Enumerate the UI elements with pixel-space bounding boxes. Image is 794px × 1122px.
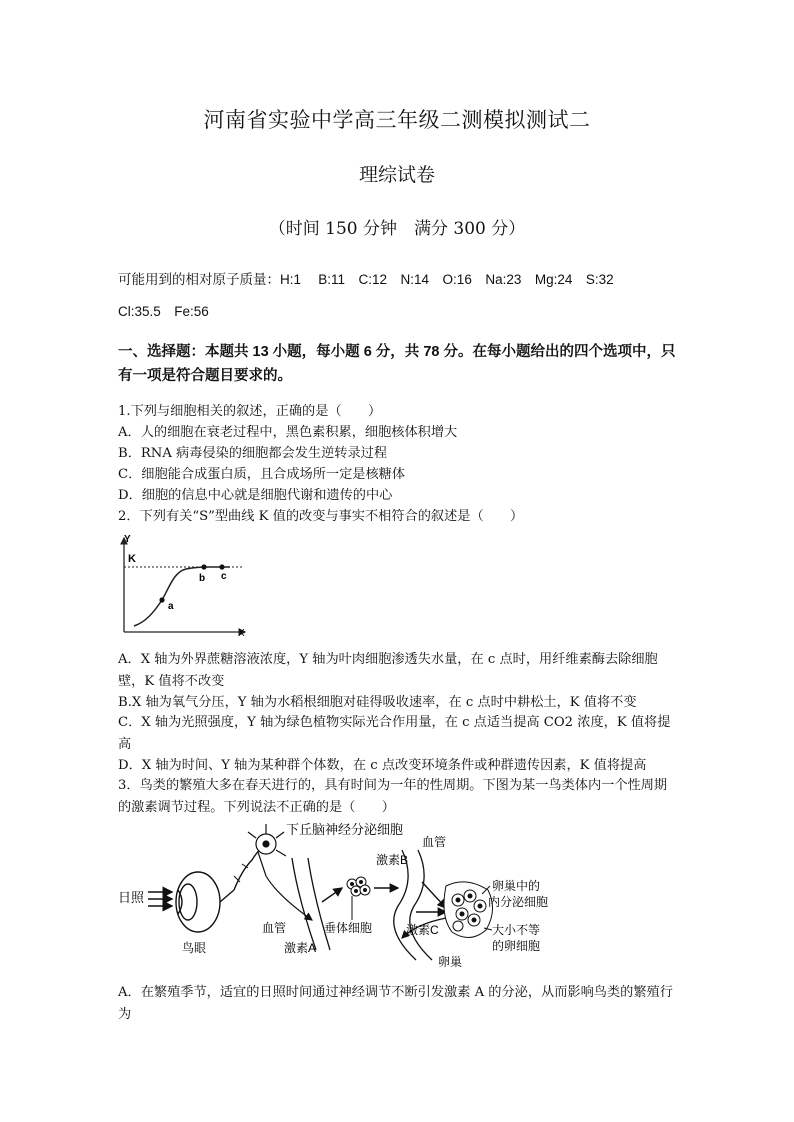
q2-option-d: D．X 轴为时间、Y 轴为某种群个体数，在 c 点改变环境条件或种群遗传因素，K 值将提高 xyxy=(118,758,647,773)
exam-title: 河南省实验中学高三年级二测模拟测试二 xyxy=(203,108,591,132)
neuron-icon xyxy=(248,824,286,876)
exam-time-info: （时间 150 分钟 满分 300 分） xyxy=(268,219,526,239)
hypothalamus-label: 下丘脑神经分泌细胞 xyxy=(286,822,404,837)
q3-option-a: A．在繁殖季节，适宜的日照时间通过神经调节不断引发激素 A 的分泌，从而影响鸟类的繁殖行为 xyxy=(118,985,673,1022)
point-a xyxy=(159,597,164,602)
q1-option-d: D．细胞的信息中心就是细胞代谢和遗传的中心 xyxy=(118,488,393,503)
arrow-hormone-b-to-ovary xyxy=(422,882,446,908)
point-a-label: a xyxy=(168,601,174,612)
q3-stem: 3．鸟类的繁殖大多在春天进行的，具有时间为一年的性周期。下图为某一鸟类体内一个性周期的激素调节过程。下列说法不正确的是（ ） xyxy=(118,778,668,815)
vessel1-label: 血管 xyxy=(262,921,287,935)
eggs-label-2: 的卵细胞 xyxy=(492,939,541,953)
point-b xyxy=(201,564,206,569)
ovary-endocrine-label-2: 内分泌细胞 xyxy=(488,895,549,909)
q2-option-a: A．X 轴为外界蔗糖溶液浓度，Y 轴为叶肉细胞渗透失水量，在 c 点时，用纤维素酶去除细胞壁，K 值将不改变 xyxy=(118,652,658,689)
section-heading: 一、选择题：本题共 13 小题，每小题 6 分，共 78 分。在每小题给出的四个选项中，只有一项是符合题目要求的。 xyxy=(118,344,676,384)
neuron-axon xyxy=(266,876,312,920)
q1-option-a: A．人的细胞在衰老过程中，黑色素积累，细胞核体积增大 xyxy=(118,425,458,440)
q1-option-b: B．RNA 病毒侵染的细胞都会发生逆转录过程 xyxy=(118,446,388,461)
q1-option-c: C．细胞能合成蛋白质，且合成场所一定是核糖体 xyxy=(118,467,406,482)
atomic-masses-line1: 可能用到的相对原子质量：H:1 B:11 C:12 N:14 O:16 Na:23 Mg:24 S:32 xyxy=(118,272,614,287)
k-label: K xyxy=(128,553,136,565)
hormone-b-label: 激素B xyxy=(376,853,409,867)
eggs-label-1: 大小不等 xyxy=(492,923,541,937)
bird-eye-label: 鸟眼 xyxy=(182,941,207,955)
pituitary-cells-icon xyxy=(347,877,370,896)
sunlight-arrows xyxy=(148,892,172,906)
q2-option-b: B.X 轴为氧气分压，Y 轴为水稻根细胞对硅得吸收速率，在 c 点时中耕松土，K 值将不变 xyxy=(118,695,637,710)
exam-subtitle: 理综试卷 xyxy=(358,164,435,186)
bird-eye-icon xyxy=(176,872,234,932)
point-c xyxy=(219,564,224,569)
q2-s-curve-figure xyxy=(110,530,255,642)
pituitary-label: 垂体细胞 xyxy=(324,921,373,935)
vessel2-label: 血管 xyxy=(422,835,447,849)
hormone-c-label: 激素C xyxy=(406,923,439,937)
vessel1-wall-left xyxy=(292,858,316,950)
point-b-label: b xyxy=(199,573,206,584)
vessel2-wall-right xyxy=(410,850,432,960)
point-c-label: c xyxy=(221,571,227,582)
q2-stem: 2．下列有关“S”型曲线 K 值的改变与事实不相符合的叙述是（ ） xyxy=(118,509,524,524)
x-axis-label: X xyxy=(238,628,245,639)
arrow-to-pituitary xyxy=(322,888,342,902)
q2-option-c: C．X 轴为光照强度，Y 轴为绿色植物实际光合作用量，在 c 点适当提高 CO2 浓度，K 值将提高 xyxy=(118,715,671,752)
nerve-branches xyxy=(234,864,248,882)
s-curve xyxy=(134,567,230,626)
q1-stem: 1.下列与细胞相关的叙述，正确的是（ ） xyxy=(118,404,382,419)
ovary-endocrine-label-1: 卵巢中的 xyxy=(492,879,541,893)
ovary-label: 卵巢 xyxy=(438,955,463,969)
atomic-masses-line2: Cl:35.5 Fe:56 xyxy=(118,304,209,319)
q3-hormone-diagram xyxy=(116,820,596,970)
y-axis-label: Y xyxy=(124,534,131,545)
sunlight-label: 日照 xyxy=(118,890,145,905)
hormone-a-label: 激素A xyxy=(284,941,317,955)
